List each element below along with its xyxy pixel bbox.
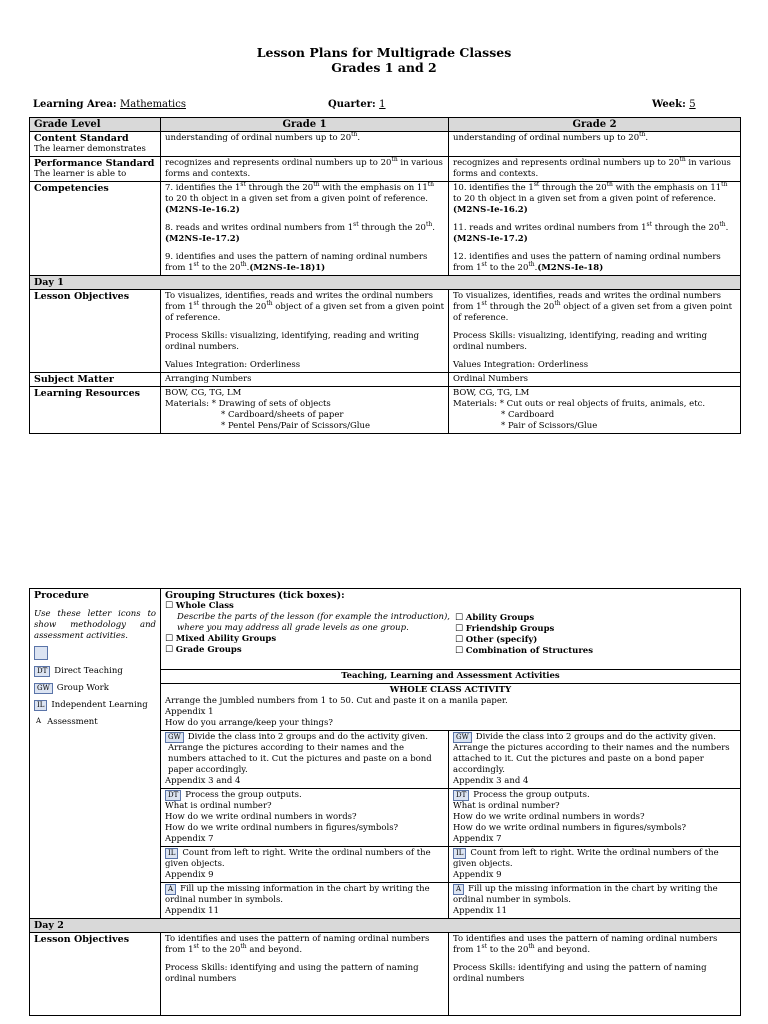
lesson-objectives-g2: To visualizes, identifies, reads and writes the ordinal numbers from 1st through the 20th object of a given set from a given point of reference. Process Skills: visualizing, identifying, reading and writing ordinal numbers. Values Integration: Orderliness — [449, 290, 741, 373]
week — [652, 99, 696, 110]
il-icon: IL — [165, 848, 178, 859]
learning-resources-label: Learning Resources — [30, 387, 161, 434]
gw-g2: GW Divide the class into 2 groups and do the activity given. Arrange the pictures according to their names and the numbers attached to it. Cut the pictures and paste on a bond paper accordingly. Appendix 3 and 4 — [449, 731, 741, 789]
content-standard-row — [30, 132, 741, 157]
week-label: Week: — [652, 99, 686, 110]
subject-matter-g1: Arranging Numbers — [161, 373, 449, 387]
title-line-2: Grades 1 and 2 — [331, 60, 437, 75]
learning-resources-g1: BOW, CG, TG, LM Materials: * Drawing of sets of objects * Cardboard/sheets of paper * Pentel Pens/Pair of Scissors/Glue — [161, 387, 449, 434]
lesson-plan-table-2 — [29, 588, 741, 1016]
lesson-objectives-2-g1: To identifies and uses the pattern of naming ordinal numbers from 1st to the 20th and beyond. Process Skills: identifying and using the pattern of naming ordinal numbers — [161, 933, 449, 1016]
learning-resources-row — [30, 387, 741, 434]
tla-header: Teaching, Learning and Assessment Activities — [161, 670, 741, 684]
title-line-1: Lesson Plans for Multigrade Classes — [256, 45, 512, 60]
col-grade-level: Grade Level — [30, 118, 161, 132]
gw-icon: GW — [34, 683, 53, 694]
combination-option[interactable]: ☐ Combination of Structures — [455, 646, 593, 656]
document-title — [0, 45, 768, 75]
header-row — [30, 118, 741, 132]
other-option[interactable]: ☐ Other (specify) — [455, 635, 538, 645]
ability-groups-option[interactable]: ☐ Ability Groups — [455, 613, 535, 623]
checkbox-icon[interactable]: ☐ — [165, 601, 174, 611]
il-icon: IL — [453, 848, 466, 859]
learning-resources-g2: BOW, CG, TG, LM Materials: * Cut outs or real objects of fruits, animals, etc. * Cardboard * Pair of Scissors/Glue — [449, 387, 741, 434]
friendship-groups-option[interactable]: ☐ Friendship Groups — [455, 624, 555, 634]
competencies-g2: 10. identifies the 1st through the 20th with the emphasis on 11th to 20 th object in a given set from a given point of reference.(M2NS-Ie-16.2) 11. reads and writes ordinal numbers from 1st through the 20th.(M2NS-Ie-17.2) 12. identifies and uses the pattern of naming ordinal numbers from 1st to the 20th.(M2NS-Ie-18) — [449, 182, 741, 276]
gw-icon: GW — [453, 732, 472, 743]
gw-icon: GW — [165, 732, 184, 743]
content-standard-g2: understanding of ordinal numbers up to 20th. — [449, 132, 741, 157]
grouping-row — [30, 589, 741, 670]
dt-icon: DT — [34, 666, 50, 677]
whole-class-activity-appendix: Appendix 1 — [165, 707, 214, 717]
lesson-objectives-label: Lesson Objectives — [30, 290, 161, 373]
grouping-structures-cell — [161, 589, 741, 670]
day-1-row — [30, 276, 741, 290]
performance-standard-g1: recognizes and represents ordinal numbers up to 20th in various forms and contexts. — [161, 157, 449, 182]
whole-class-option[interactable]: ☐ Whole Class — [165, 601, 234, 611]
learning-area — [33, 99, 186, 110]
a-g2: A Fill up the missing information in the chart by writing the ordinal number in symbols. Appendix 11 — [449, 883, 741, 919]
lesson-plan-table-1 — [29, 117, 741, 434]
procedure-label: Procedure — [34, 590, 89, 601]
procedure-cell — [30, 589, 161, 919]
lesson-objectives-2-row — [30, 933, 741, 1016]
dt-g1: DT Process the group outputs. What is ordinal number? How do we write ordinal numbers in words? How do we write ordinal numbers in figures/symbols? Appendix 7 — [161, 789, 449, 847]
lesson-objectives-2-g2: To identifies and uses the pattern of naming ordinal numbers from 1st to the 20th and beyond. Process Skills: identifying and using the pattern of naming ordinal numbers — [449, 933, 741, 1016]
subject-matter-row — [30, 373, 741, 387]
day-2-label: Day 2 — [30, 919, 741, 933]
dt-icon: DT — [165, 790, 181, 801]
legend-group-work: GW Group Work — [34, 683, 156, 694]
checkbox-icon[interactable]: ☐ — [165, 645, 174, 655]
whole-class-activity-line: Arrange the jumbled numbers from 1 to 50. Cut and paste it on a manila paper. — [165, 696, 508, 706]
day-1-label: Day 1 — [30, 276, 741, 290]
checkbox-icon[interactable]: ☐ — [455, 613, 464, 623]
lesson-objectives-2-label: Lesson Objectives — [30, 933, 161, 1016]
lesson-objectives-row — [30, 290, 741, 373]
col-grade-2: Grade 2 — [449, 118, 741, 132]
quarter-label: Quarter: — [328, 99, 376, 110]
competencies-g1: 7. identifies the 1st through the 20th with the emphasis on 11th to 20 th object in a given set from a given point of reference.(M2NS-Ie-16.2) 8. reads and writes ordinal numbers from 1st through the 20th.(M2NS-Ie-17.2) 9. identifies and uses the pattern of naming ordinal numbers from 1st to the 20th.(M2NS-Ie-18)1) — [161, 182, 449, 276]
competencies-row — [30, 182, 741, 276]
whole-class-description: Describe the parts of the lesson (for example the introduction), where you may address all grade levels as one group. — [177, 612, 450, 633]
week-value: 5 — [689, 99, 696, 110]
grouping-title: Grouping Structures (tick boxes): — [165, 590, 345, 601]
il-icon: IL — [34, 700, 47, 711]
lesson-objectives-g1: To visualizes, identifies, reads and writes the ordinal numbers from 1st through the 20th object of a given set from a given point of reference. Process Skills: visualizing, identifying, reading and writing ordinal numbers. Values Integration: Orderliness — [161, 290, 449, 373]
grade-groups-option[interactable]: ☐ Grade Groups — [165, 645, 242, 655]
mixed-ability-option[interactable]: ☐ Mixed Ability Groups — [165, 634, 277, 644]
gw-g1: GW Divide the class into 2 groups and do the activity given. Arrange the pictures according to their names and the numbers attached to it. Cut the pictures and paste on a bond paper accordingly. Appendix 3 and 4 — [161, 731, 449, 789]
dt-icon: DT — [453, 790, 469, 801]
a-icon: A — [453, 884, 464, 895]
a-g1: A Fill up the missing information in the chart by writing the ordinal number in symbols. Appendix 11 — [161, 883, 449, 919]
blank-legend-icon — [34, 646, 48, 660]
content-standard-g1: understanding of ordinal numbers up to 20th. — [161, 132, 449, 157]
quarter-value: 1 — [379, 99, 386, 110]
legend-assessment: A Assessment — [36, 717, 98, 727]
subject-matter-label: Subject Matter — [30, 373, 161, 387]
day-2-row — [30, 919, 741, 933]
quarter — [328, 99, 386, 110]
procedure-note: Use these letter icons to show methodology and assessment activities. — [34, 609, 156, 641]
learning-area-value: Mathematics — [120, 99, 186, 110]
il-g1: IL Count from left to right. Write the ordinal numbers of the given objects. Appendix 9 — [161, 847, 449, 883]
col-grade-1: Grade 1 — [161, 118, 449, 132]
performance-standard-label: Performance Standard The learner is able to — [30, 157, 161, 182]
competencies-label: Competencies — [30, 182, 161, 276]
legend-independent-learning: IL Independent Learning — [34, 700, 156, 711]
checkbox-icon[interactable]: ☐ — [455, 646, 464, 656]
whole-class-activity-title: WHOLE CLASS ACTIVITY — [389, 685, 512, 695]
learning-area-label: Learning Area: — [33, 99, 117, 110]
a-icon: A — [165, 884, 176, 895]
performance-standard-row — [30, 157, 741, 182]
il-g2: IL Count from left to right. Write the ordinal numbers of the given objects. Appendix 9 — [449, 847, 741, 883]
subject-matter-g2: Ordinal Numbers — [449, 373, 741, 387]
performance-standard-g2: recognizes and represents ordinal numbers up to 20th in various forms and contexts. — [449, 157, 741, 182]
checkbox-icon[interactable]: ☐ — [455, 624, 464, 634]
legend-direct-teaching: DT Direct Teaching — [34, 666, 156, 677]
whole-class-activity-question: How do you arrange/keep your things? — [165, 718, 333, 728]
content-standard-label: Content Standard The learner demonstrates — [30, 132, 161, 157]
a-icon: A — [36, 717, 42, 725]
checkbox-icon[interactable]: ☐ — [455, 635, 464, 645]
whole-class-activity — [161, 684, 741, 731]
dt-g2: DT Process the group outputs. What is ordinal number? How do we write ordinal numbers in words? How do we write ordinal numbers in figures/symbols? Appendix 7 — [449, 789, 741, 847]
checkbox-icon[interactable]: ☐ — [165, 634, 174, 644]
